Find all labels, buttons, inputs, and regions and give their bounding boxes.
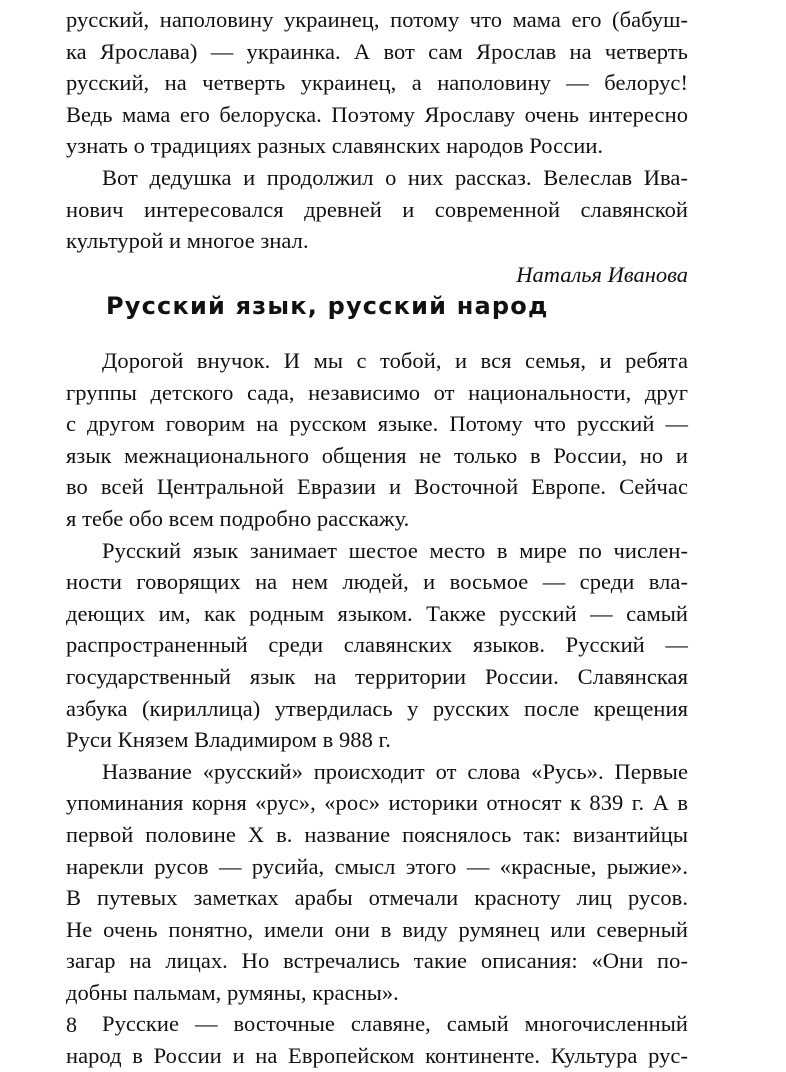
section-heading: Русский язык, русский народ bbox=[106, 292, 549, 320]
text-line: с другом говорим на русском языке. Потому что русский — bbox=[66, 411, 688, 437]
paragraph bbox=[66, 345, 688, 535]
text-line: ности говорящих на нем людей, и восьмое — среди вла- bbox=[66, 569, 688, 595]
text-line: азбука (кириллица) утвердилась у русских после крещения bbox=[66, 695, 688, 721]
text-line: первой половине X в. название пояснялось так: византийцы bbox=[66, 821, 688, 847]
text-line: ка Ярослава) — украинка. А вот сам Ярослав на четверть bbox=[66, 38, 688, 64]
text-line: В путевых заметках арабы отмечали красноту лиц русов. bbox=[66, 885, 688, 911]
section-body bbox=[66, 345, 688, 1072]
page-number: 8 bbox=[66, 1012, 77, 1037]
text-line: культурой и многое знал. bbox=[66, 228, 309, 254]
text-line: Дорогой внучок. И мы с тобой, и вся семья, и ребята bbox=[102, 348, 688, 373]
text-line: Русский язык занимает шестое место в мире по числен- bbox=[102, 537, 688, 563]
text-line: нарекли русов — русийа, смысл этого — «красные, рыжие». bbox=[66, 853, 688, 879]
text-line: Название «русский» происходит от слова «Русь». Первые bbox=[102, 758, 688, 784]
text-line: узнать о традициях разных славянских народов России. bbox=[66, 133, 604, 159]
paragraph bbox=[66, 4, 688, 162]
text-line: я тебе обо всем подробно расскажу. bbox=[66, 505, 410, 531]
paragraph bbox=[66, 1008, 688, 1071]
text-line: Не очень понятно, имели они в виду румянец или северный bbox=[66, 916, 688, 942]
text-line: группы детского сада, независимо от национальности, друг bbox=[66, 379, 688, 405]
text-line: Ведь мама его белоруска. Поэтому Ярославу очень интересно bbox=[66, 101, 688, 127]
text-line: распространенный среди славянских языков. Русский — bbox=[66, 632, 688, 658]
text-line: Вот дедушка и продолжил о них рассказ. Велеслав Ива- bbox=[102, 164, 688, 190]
text-line: государственный язык на территории России. Славянская bbox=[66, 663, 688, 689]
text-line: упоминания корня «рус», «рос» историки относят к 839 г. А в bbox=[66, 790, 688, 816]
text-line: народ в России и на Европейском континенте. Культура рус- bbox=[66, 1043, 688, 1069]
paragraph bbox=[66, 756, 688, 1009]
text-line: во всей Центральной Евразии и Восточной Европе. Сейчас bbox=[66, 474, 688, 500]
text-line: язык межнационального общения не только в России, но и bbox=[66, 442, 688, 468]
text-line: добны пальмам, румяны, красны». bbox=[66, 979, 399, 1005]
text-line: русский, на четверть украинец, а наполовину — белорус! bbox=[66, 70, 688, 96]
author-signature: Наталья Иванова bbox=[516, 261, 688, 287]
text-line: русский, наполовину украинец, потому что мама его (бабуш- bbox=[66, 7, 688, 32]
intro-text bbox=[66, 4, 688, 290]
text-line: Русские — восточные славяне, самый многочисленный bbox=[102, 1011, 688, 1037]
text-line: деющих им, как родным языком. Также русский — самый bbox=[66, 600, 688, 626]
paragraph bbox=[66, 535, 688, 756]
paragraph bbox=[66, 162, 688, 257]
text-line: Руси Князем Владимиром в 988 г. bbox=[66, 727, 391, 753]
text-line: нович интересовался древней и современной славянской bbox=[66, 196, 688, 222]
text-line: загар на лицах. Но встречались такие описания: «Они по- bbox=[66, 948, 688, 974]
